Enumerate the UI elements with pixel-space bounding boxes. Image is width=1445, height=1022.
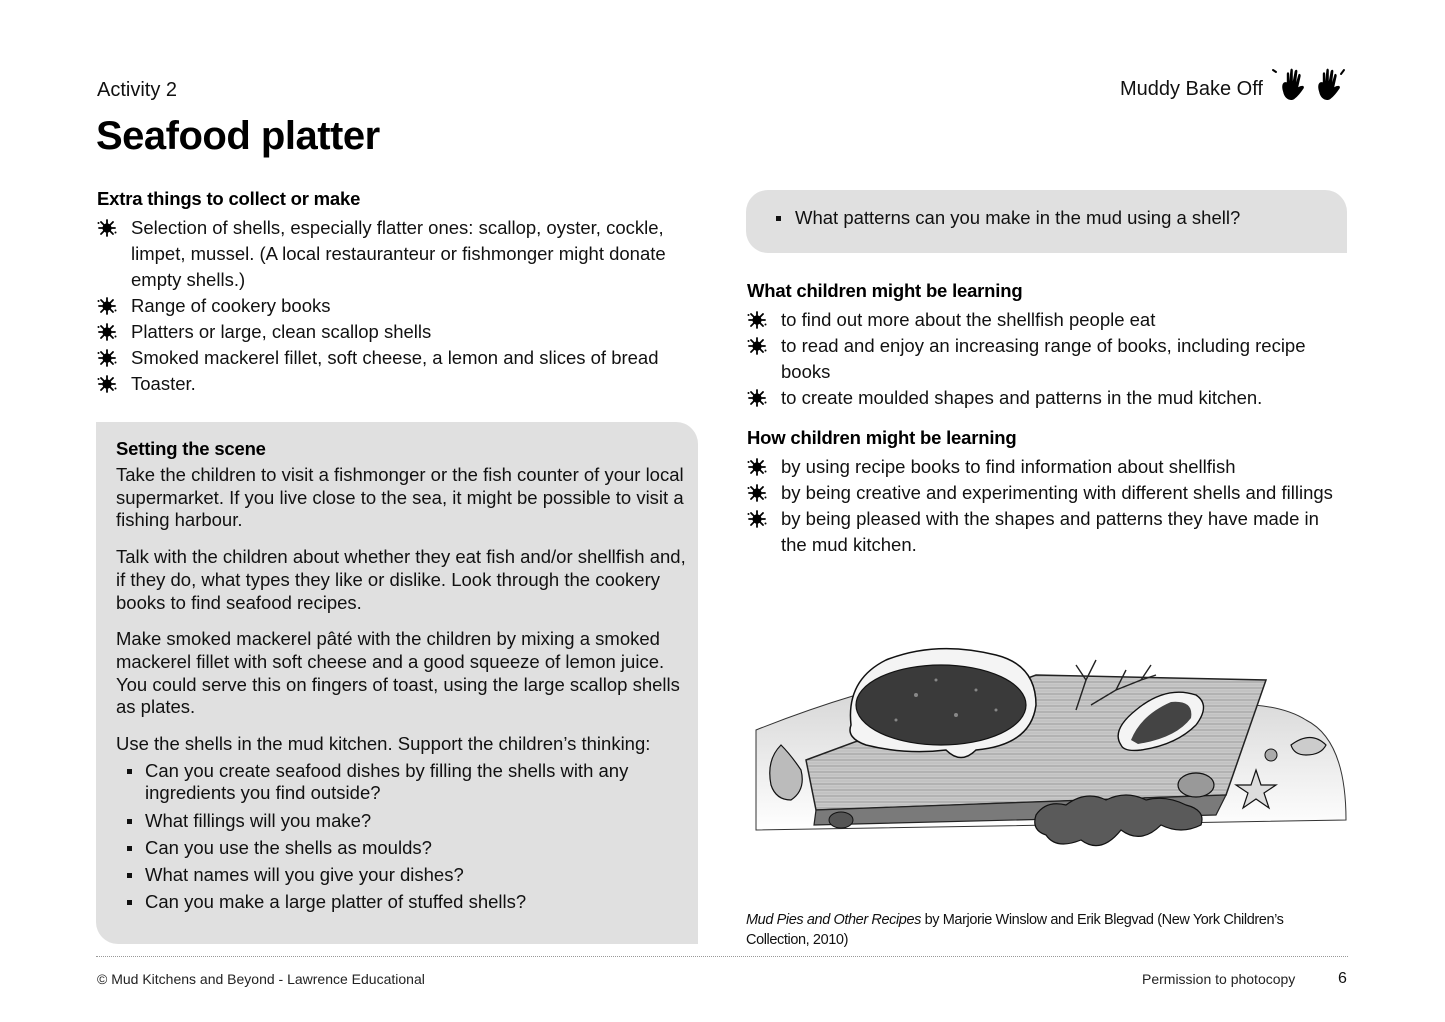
splat-icon: [97, 219, 117, 237]
how-learning-section: [747, 427, 1347, 558]
splat-icon: [747, 510, 767, 528]
seafood-platter-illustration: [746, 620, 1350, 896]
splat-icon: [97, 323, 117, 341]
list-item: by being creative and experimenting with different shells and fillings: [747, 480, 1347, 506]
splat-icon: [747, 484, 767, 502]
series-name: Muddy Bake Off: [1119, 78, 1263, 100]
setting-the-scene-box: [96, 422, 698, 944]
list-item: Can you create seafood dishes by filling the shells with any ingredients you find outside?: [116, 760, 686, 805]
illustration-caption: [746, 910, 1346, 950]
what-learning-heading: What children might be learning: [747, 280, 1023, 301]
footer-copyright: © Mud Kitchens and Beyond - Lawrence Educational: [97, 971, 425, 987]
footer-permission: Permission to photocopy: [1142, 971, 1296, 987]
activity-label: Activity 2: [97, 79, 178, 101]
scene-paragraph: Take the children to visit a fishmonger or the fish counter of your local supermarket. If you live close to the sea, it might be possible to visit a fishing harbour.: [116, 464, 684, 531]
splat-icon: [747, 311, 767, 329]
square-bullet-icon: [127, 819, 132, 824]
list-item: to create moulded shapes and patterns in the mud kitchen.: [747, 385, 1347, 411]
footer-divider: [96, 956, 1348, 957]
scene-paragraph: Make smoked mackerel pâté with the children by mixing a smoked mackerel fillet with soft cheese and a good squeeze of lemon juice. You could serve this on fingers of toast, using the large scallop shells as plates.: [116, 628, 680, 718]
extra-things-heading: Extra things to collect or make: [97, 188, 361, 209]
splat-icon: [97, 297, 117, 315]
square-bullet-icon: [127, 846, 132, 851]
list-item: What names will you give your dishes?: [116, 864, 686, 887]
page-number: 6: [1338, 970, 1347, 987]
scene-paragraph: Talk with the children about whether they eat fish and/or shellfish and, if they do, what types they like or dislike. Look through the cookery books to find seafood recipes.: [116, 546, 686, 613]
list-item: by being pleased with the shapes and patterns they have made in the mud kitchen.: [747, 506, 1347, 558]
splat-icon: [747, 337, 767, 355]
list-item: to read and enjoy an increasing range of books, including recipe books: [747, 333, 1347, 385]
splat-icon: [97, 375, 117, 393]
extra-things-list: [97, 215, 707, 397]
page-title: Seafood platter: [96, 114, 380, 158]
caption-book-title: Mud Pies and Other Recipes: [746, 912, 921, 928]
list-item: Selection of shells, especially flatter ones: scallop, oyster, cockle, limpet, mussel. (A local restauranteur or fishmonger might donate empty shells.): [97, 215, 707, 293]
list-item: Platters or large, clean scallop shells: [97, 319, 707, 345]
what-learning-section: [747, 280, 1347, 411]
list-item: Toaster.: [97, 371, 707, 397]
list-item: Can you use the shells as moulds?: [116, 837, 686, 860]
splat-icon: [747, 458, 767, 476]
caption-details: by Marjorie Winslow and Erik Blegvad (New York Children’s Collection, 2010): [746, 912, 1284, 948]
how-learning-list: [747, 454, 1347, 558]
scene-continued-list: [766, 207, 1240, 229]
scene-paragraph: Use the shells in the mud kitchen. Support the children’s thinking:: [116, 733, 651, 755]
scene-questions-list: [116, 760, 686, 914]
list-item: What fillings will you make?: [116, 810, 686, 833]
list-item: What patterns can you make in the mud using a shell?: [766, 207, 1240, 229]
square-bullet-icon: [127, 900, 132, 905]
splat-icon: [747, 389, 767, 407]
list-item: Smoked mackerel fillet, soft cheese, a lemon and slices of bread: [97, 345, 707, 371]
what-learning-list: [747, 307, 1347, 411]
extra-things-section: [97, 188, 707, 397]
setting-the-scene-heading: Setting the scene: [116, 438, 266, 459]
splat-icon: [97, 349, 117, 367]
scene-continued-box: [746, 190, 1347, 253]
square-bullet-icon: [127, 769, 132, 774]
list-item: Range of cookery books: [97, 293, 707, 319]
list-item: by using recipe books to find information about shellfish: [747, 454, 1347, 480]
list-item: to find out more about the shellfish people eat: [747, 307, 1347, 333]
square-bullet-icon: [776, 216, 781, 221]
square-bullet-icon: [127, 873, 132, 878]
how-learning-heading: How children might be learning: [747, 427, 1017, 448]
handprints-icon: [1270, 64, 1350, 104]
list-item: Can you make a large platter of stuffed shells?: [116, 891, 686, 914]
